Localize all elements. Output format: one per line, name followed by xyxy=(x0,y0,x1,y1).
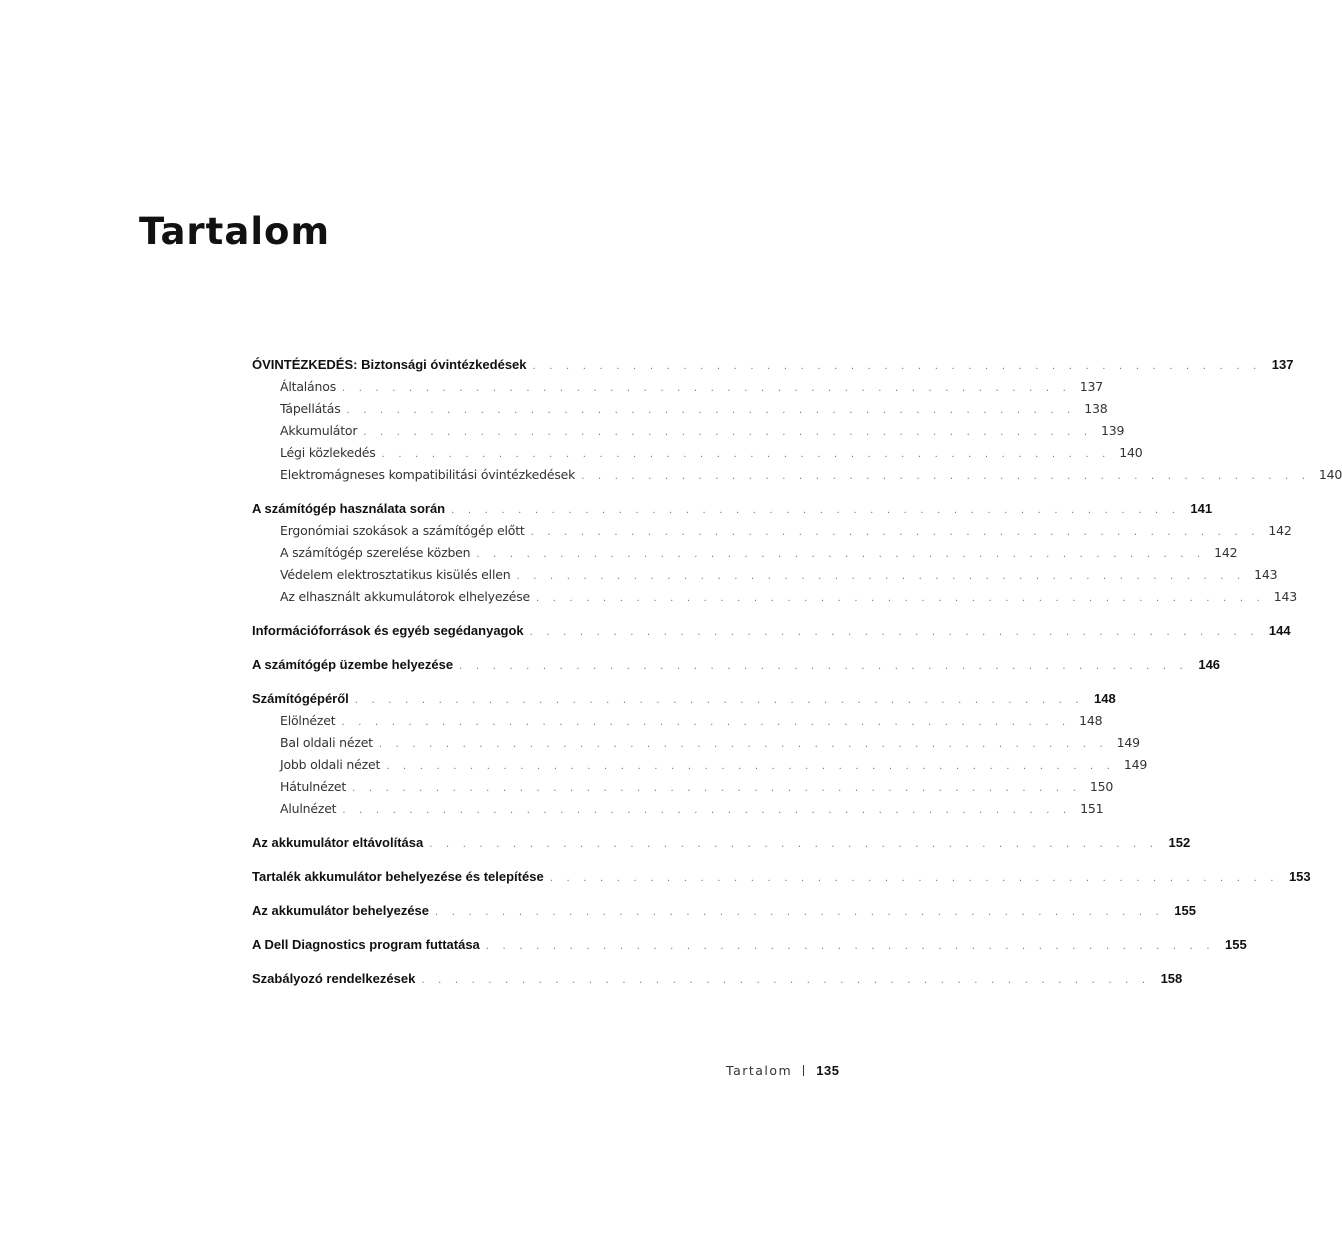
toc-dot-leader: . . . . . . . . . . . . . . . . . . . . . . . . . . . . . . . . . . . . . . . . . . . . xyxy=(536,593,1265,604)
toc-entry-label: Alulnézet xyxy=(280,801,337,816)
page-footer xyxy=(726,1062,839,1080)
toc-dot-leader: . . . . . . . . . . . . . . . . . . . . . . . . . . . . . . . . . . . . . . . . . . . . xyxy=(421,975,1151,986)
toc-dot-leader: . . . . . . . . . . . . . . . . . . . . . . . . . . . . . . . . . . . . . . . . . . . . xyxy=(476,549,1206,560)
toc-entry-label: A számítógép üzembe helyezése xyxy=(252,657,454,672)
toc-page-number: 140 xyxy=(1119,445,1143,460)
toc-entry-label: A Dell Diagnostics program futtatása xyxy=(252,937,480,952)
toc-entry-label: Elektromágneses kompatibilitási óvintézkedések xyxy=(280,467,576,482)
toc-subsection-entry[interactable] xyxy=(252,542,1238,564)
toc-subsection-entry[interactable] xyxy=(252,586,1297,608)
toc-subsection-entry[interactable] xyxy=(252,376,1103,398)
toc-entry-label: Számítógépéről xyxy=(252,691,349,706)
toc-page-number: 142 xyxy=(1268,523,1292,538)
toc-page-number: 137 xyxy=(1271,357,1294,372)
toc-entry-label: Hátulnézet xyxy=(280,779,347,794)
footer-section-label: Tartalom xyxy=(726,1063,793,1078)
toc-dot-leader: . . . . . . . . . . . . . . . . . . . . . . . . . . . . . . . . . . . . . . . . . . . . xyxy=(342,805,1072,816)
toc-dot-leader: . . . . . . . . . . . . . . . . . . . . . . . . . . . . . . . . . . . . . . . . . . . . xyxy=(342,383,1071,394)
toc-entry-label: Információforrások és egyéb segédanyagok xyxy=(252,623,524,638)
toc-subsection-entry[interactable] xyxy=(252,420,1125,442)
toc-entry-label: Tápellátás xyxy=(280,401,341,416)
toc-page-number: 137 xyxy=(1079,379,1103,394)
toc-dot-leader: . . . . . . . . . . . . . . . . . . . . . . . . . . . . . . . . . . . . . . . . . . . . xyxy=(529,627,1259,638)
toc-subsection-entry[interactable] xyxy=(252,520,1292,542)
toc-page-number: 149 xyxy=(1116,735,1140,750)
toc-dot-leader: . . . . . . . . . . . . . . . . . . . . . . . . . . . . . . . . . . . . . . . . . . . . xyxy=(459,661,1189,672)
toc-page-number: 139 xyxy=(1100,423,1125,438)
toc-entry-label: Az akkumulátor eltávolítása xyxy=(252,835,424,850)
toc-dot-leader: . . . . . . . . . . . . . . . . . . . . . . . . . . . . . . . . . . . . . . . . . . . . xyxy=(429,839,1159,850)
toc-entry-label: Tartalék akkumulátor behelyezése és telepítése xyxy=(252,869,544,884)
toc-page-number: 155 xyxy=(1225,937,1247,952)
toc-page-number: 140 xyxy=(1318,467,1342,482)
toc-dot-leader: . . . . . . . . . . . . . . . . . . . . . . . . . . . . . . . . . . . . . . . . . . . . xyxy=(549,873,1279,884)
toc-dot-leader: . . . . . . . . . . . . . . . . . . . . . . . . . . . . . . . . . . . . . . . . . . . . xyxy=(346,405,1076,416)
toc-dot-leader: . . . . . . . . . . . . . . . . . . . . . . . . . . . . . . . . . . . . . . . . . . . . xyxy=(386,761,1116,772)
toc-subsection-entry[interactable] xyxy=(252,754,1148,776)
toc-page-number: 149 xyxy=(1123,757,1148,772)
toc-page-number: 141 xyxy=(1190,501,1213,516)
toc-entry-label: Ergonómiai szokások a számítógép előtt xyxy=(280,523,525,538)
footer-page-number: 135 xyxy=(816,1063,840,1078)
toc-entry-label: A számítógép használata során xyxy=(252,501,446,516)
toc-entry-label: Szabályozó rendelkezések xyxy=(252,971,416,986)
toc-dot-leader: . . . . . . . . . . . . . . . . . . . . . . . . . . . . . . . . . . . . . . . . . . . . xyxy=(378,739,1108,750)
toc-dot-leader: . . . . . . . . . . . . . . . . . . . . . . . . . . . . . . . . . . . . . . . . . . . . xyxy=(435,907,1164,918)
toc-dot-leader: . . . . . . . . . . . . . . . . . . . . . . . . . . . . . . . . . . . . . . . . . . . . xyxy=(354,695,1084,706)
toc-entry-label: ÓVINTÉZKEDÉS: Biztonsági óvintézkedések xyxy=(252,357,527,372)
toc-subsection-entry[interactable] xyxy=(252,732,1140,754)
toc-page-number: 151 xyxy=(1080,801,1104,816)
toc-subsection-entry[interactable] xyxy=(252,398,1108,420)
toc-page-number: 143 xyxy=(1254,567,1278,582)
toc-subsection-entry[interactable] xyxy=(252,442,1143,464)
toc-dot-leader: . . . . . . . . . . . . . . . . . . . . . . . . . . . . . . . . . . . . . . . . . . . . xyxy=(451,505,1181,516)
toc-entry-label: Légi közlekedés xyxy=(280,445,376,460)
toc-subsection-entry[interactable] xyxy=(252,776,1114,798)
toc-page-number: 158 xyxy=(1160,971,1183,986)
toc-dot-leader: . . . . . . . . . . . . . . . . . . . . . . . . . . . . . . . . . . . . . . . . . . . . xyxy=(341,717,1071,728)
toc-page-number: 148 xyxy=(1094,691,1116,706)
toc-page-number: 150 xyxy=(1089,779,1114,794)
table-of-contents xyxy=(252,354,1342,990)
toc-section-entry[interactable] xyxy=(252,688,1116,710)
toc-dot-leader: . . . . . . . . . . . . . . . . . . . . . . . . . . . . . . . . . . . . . . . . . . . . xyxy=(381,449,1111,460)
toc-page-number: 142 xyxy=(1214,545,1238,560)
toc-entry-label: A számítógép szerelése közben xyxy=(280,545,471,560)
toc-entry-label: Az akkumulátor behelyezése xyxy=(252,903,430,918)
toc-entry-label: Az elhasznált akkumulátorok elhelyezése xyxy=(280,589,531,604)
toc-dot-leader: . . . . . . . . . . . . . . . . . . . . . . . . . . . . . . . . . . . . . . . . . . . . xyxy=(516,571,1246,582)
toc-entry-label: Védelem elektrosztatikus kisülés ellen xyxy=(280,567,511,582)
toc-section-entry[interactable] xyxy=(252,654,1221,676)
toc-page-number: 144 xyxy=(1268,623,1291,638)
toc-page-number: 146 xyxy=(1198,657,1221,672)
toc-section-entry[interactable] xyxy=(252,498,1213,520)
page-title: Tartalom xyxy=(139,210,330,253)
toc-section-entry[interactable] xyxy=(252,620,1291,642)
toc-page-number: 143 xyxy=(1273,589,1297,604)
toc-entry-label: Általános xyxy=(280,379,337,394)
toc-section-entry[interactable] xyxy=(252,900,1196,922)
toc-entry-label: Akkumulátor xyxy=(280,423,358,438)
toc-entry-label: Bal oldali nézet xyxy=(280,735,373,750)
toc-page-number: 153 xyxy=(1288,869,1311,884)
toc-dot-leader: . . . . . . . . . . . . . . . . . . . . . . . . . . . . . . . . . . . . . . . . . . . . xyxy=(363,427,1093,438)
toc-subsection-entry[interactable] xyxy=(252,710,1103,732)
toc-section-entry[interactable] xyxy=(252,866,1311,888)
toc-entry-label: Elölnézet xyxy=(280,713,336,728)
toc-section-entry[interactable] xyxy=(252,934,1247,956)
toc-subsection-entry[interactable] xyxy=(252,564,1278,586)
toc-dot-leader: . . . . . . . . . . . . . . . . . . . . . . . . . . . . . . . . . . . . . . . . . . . . xyxy=(581,471,1311,482)
toc-page-number: 138 xyxy=(1084,401,1108,416)
toc-dot-leader: . . . . . . . . . . . . . . . . . . . . . . . . . . . . . . . . . . . . . . . . . . . . xyxy=(352,783,1082,794)
toc-dot-leader: . . . . . . . . . . . . . . . . . . . . . . . . . . . . . . . . . . . . . . . . . . . . xyxy=(485,941,1215,952)
toc-section-entry[interactable] xyxy=(252,354,1294,376)
toc-page-number: 148 xyxy=(1079,713,1103,728)
toc-entry-label: Jobb oldali nézet xyxy=(280,757,381,772)
footer-divider xyxy=(803,1065,804,1076)
toc-page-number: 152 xyxy=(1168,835,1191,850)
toc-section-entry[interactable] xyxy=(252,832,1191,854)
toc-section-entry[interactable] xyxy=(252,968,1183,990)
toc-subsection-entry[interactable] xyxy=(252,464,1342,486)
toc-dot-leader: . . . . . . . . . . . . . . . . . . . . . . . . . . . . . . . . . . . . . . . . . . . . xyxy=(530,527,1260,538)
toc-dot-leader: . . . . . . . . . . . . . . . . . . . . . . . . . . . . . . . . . . . . . . . . . . . . xyxy=(532,361,1262,372)
toc-subsection-entry[interactable] xyxy=(252,798,1104,820)
toc-page-number: 155 xyxy=(1174,903,1196,918)
